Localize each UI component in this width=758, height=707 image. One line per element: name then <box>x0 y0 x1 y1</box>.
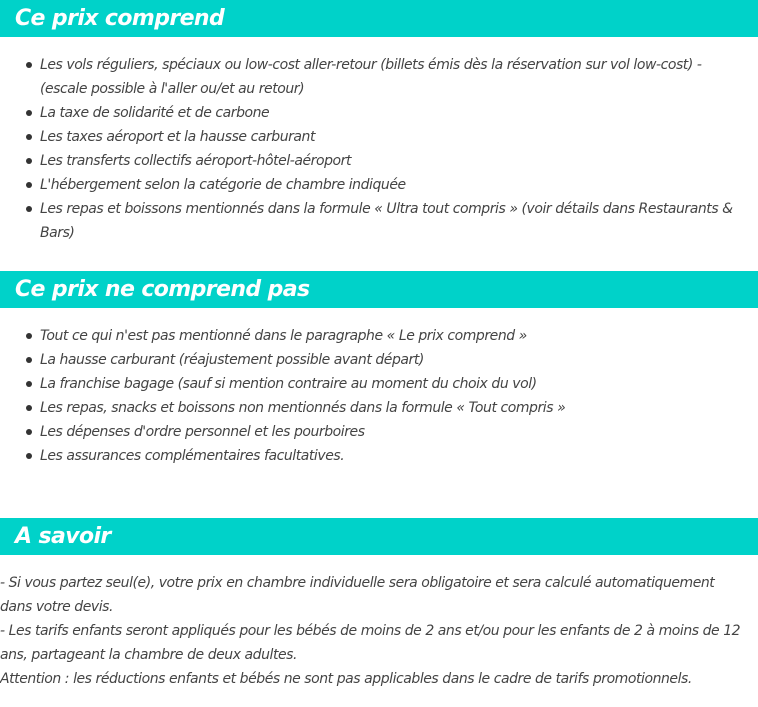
section-header-good-to-know <box>0 518 758 555</box>
bullet-icon <box>26 453 32 459</box>
list-item: Les repas, snacks et boissons non mentionnés dans la formule « Tout compris » <box>0 396 758 420</box>
list-item: Les repas et boissons mentionnés dans la formule « Ultra tout compris » (voir détails dans Restaurants & Bars) <box>0 197 758 245</box>
bullet-icon <box>26 381 32 387</box>
list-item: Les dépenses d'ordre personnel et les pourboires <box>0 420 758 444</box>
section-header-included <box>0 0 758 37</box>
bullet-icon <box>26 134 32 140</box>
list-item: L'hébergement selon la catégorie de chambre indiquée <box>0 173 758 197</box>
bullet-icon <box>26 206 32 212</box>
section-header-not-included <box>0 271 758 308</box>
list-item: Tout ce qui n'est pas mentionné dans le paragraphe « Le prix comprend » <box>0 324 758 348</box>
list-item: Les taxes aéroport et la hausse carburant <box>0 125 758 149</box>
list-item: Les transferts collectifs aéroport-hôtel-aéroport <box>0 149 758 173</box>
note-single-traveler: - Si vous partez seul(e), votre prix en chambre individuelle sera obligatoire et sera calculé automatiquement dans votre devis. <box>0 575 715 615</box>
section-title: A savoir <box>15 524 111 549</box>
bullet-icon <box>26 110 32 116</box>
note-attention: Attention : les réductions enfants et bébés ne sont pas applicables dans le cadre de tarifs promotionnels. <box>0 671 692 687</box>
bullet-icon <box>26 182 32 188</box>
bullet-icon <box>26 158 32 164</box>
list-item: La hausse carburant (réajustement possible avant départ) <box>0 348 758 372</box>
section-title: Ce prix comprend <box>15 6 225 31</box>
bullet-icon <box>26 357 32 363</box>
bullet-icon <box>26 405 32 411</box>
list-item: La taxe de solidarité et de carbone <box>0 101 758 125</box>
list-item: La franchise bagage (sauf si mention contraire au moment du choix du vol) <box>0 372 758 396</box>
not-included-list <box>0 324 758 468</box>
list-item: Les assurances complémentaires facultatives. <box>0 444 758 468</box>
bullet-icon <box>26 333 32 339</box>
included-list <box>0 53 758 245</box>
note-child-rates: - Les tarifs enfants seront appliqués pour les bébés de moins de 2 ans et/ou pour les enfants de 2 à moins de 12 ans, partageant la chambre de deux adultes. <box>0 623 741 663</box>
list-item: Les vols réguliers, spéciaux ou low-cost aller-retour (billets émis dès la réservation sur vol low-cost) - (escale possible à l'aller ou/et au retour) <box>0 53 758 101</box>
bullet-icon <box>26 62 32 68</box>
section-title: Ce prix ne comprend pas <box>15 277 310 302</box>
bullet-icon <box>26 429 32 435</box>
